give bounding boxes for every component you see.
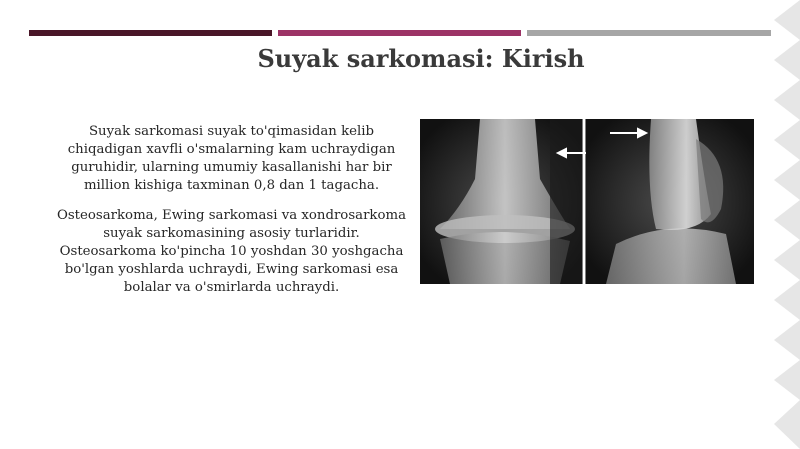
accent-bar-magenta — [278, 30, 521, 36]
xray-panel-left — [420, 119, 582, 284]
xray-image — [420, 119, 754, 284]
slide-title: Suyak sarkomasi: Kirish — [257, 44, 585, 73]
xray-panel-right — [586, 119, 754, 284]
paragraph-definition: Suyak sarkomasi suyak to'qimasidan kelib chiqadigan xavfli o'smalarning kam uchraydigan guruhidir, ularning umumiy kasallanishi har bir million kishiga taxminan 0,8 dan 1 tagacha. — [67, 124, 396, 193]
slide-body — [55, 123, 408, 309]
paragraph-types: Osteosarkoma, Ewing sarkomasi va xondrosarkoma suyak sarkomasining asosiy turlaridir. Osteosarkoma ko'pincha 10 yoshdan 30 yoshgacha bo'lgan yoshlarda uchraydi, Ewing sarkomasi esa bolalar va o'smirlarda uchraydi. — [56, 208, 407, 295]
accent-bar-gray — [527, 30, 771, 36]
accent-bar-dark — [29, 30, 272, 36]
